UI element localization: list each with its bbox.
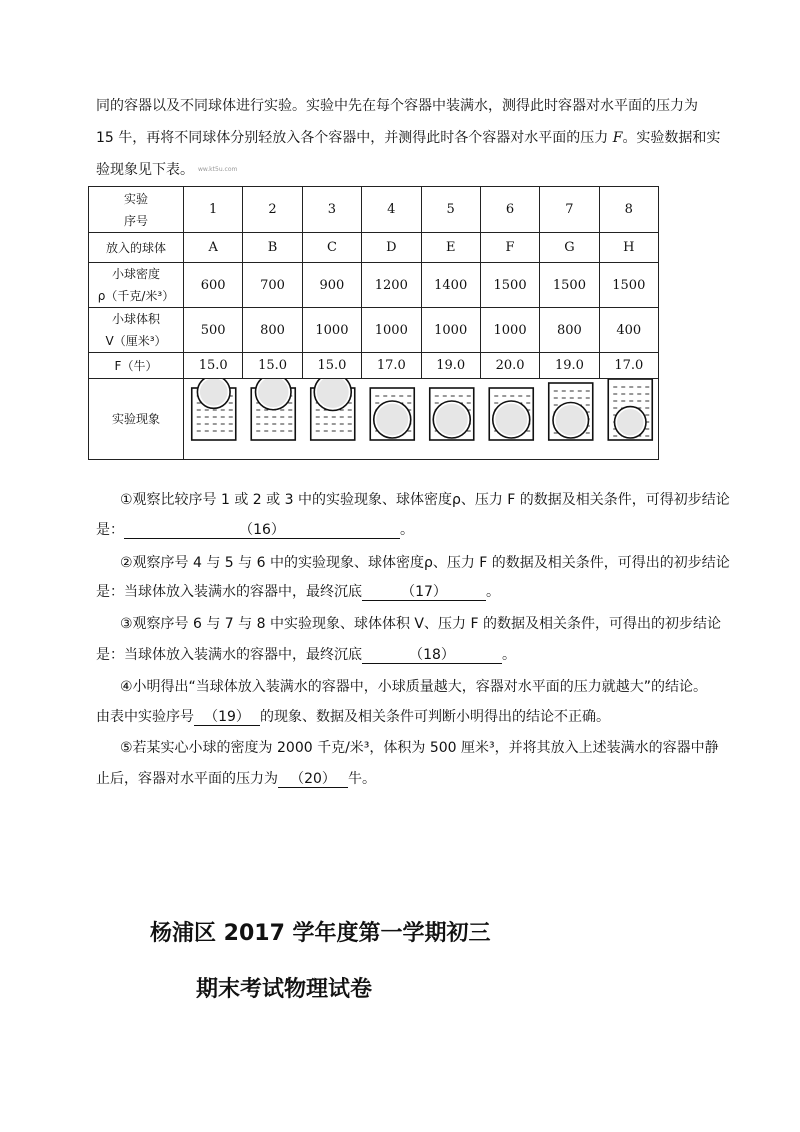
q3-line-2: [96, 645, 516, 665]
q4-pre: 由表中实验序号: [96, 709, 194, 725]
seq-cell: 8: [599, 187, 658, 233]
ball-shade-G: [556, 405, 586, 435]
q3-post: 。: [502, 647, 516, 663]
table-row-volume: [89, 308, 659, 353]
force-cell: 20.0: [480, 353, 539, 379]
density-label: [89, 263, 184, 308]
density-cell: 1500: [599, 263, 658, 308]
seq-cell: 4: [362, 187, 421, 233]
volume-label-line2: V（厘米³）: [105, 334, 167, 348]
density-cell: 1500: [480, 263, 539, 308]
ball-shade-H: [617, 409, 643, 435]
exam-title-line-2: 期末考试物理试卷: [196, 977, 373, 1002]
force-cell: 15.0: [243, 353, 302, 379]
density-label-line2: ρ（千克/米³）: [97, 289, 175, 303]
table-row-seq: [89, 187, 659, 233]
volume-label: [89, 308, 184, 353]
q1-line-1: ①观察比较序号 1 或 2 或 3 中的实验现象、球体密度ρ、压力 F 的数据及相关条件，可得初步结论: [120, 492, 730, 508]
volume-label-line1: 小球体积: [111, 312, 160, 326]
q3-line-1: ③观察序号 6 与 7 与 8 中实验现象、球体体积 V、压力 F 的数据及相关条件，可得出的初步结论: [120, 616, 721, 632]
q5-line-2: [96, 769, 376, 789]
q2-pre: 是：当球体放入装满水的容器中，最终沉底: [96, 584, 362, 600]
ball-shade-E: [436, 404, 468, 436]
ball-shade-A: [200, 379, 228, 406]
seq-label: [89, 187, 184, 233]
ball-cell: E: [421, 233, 480, 263]
q5-line-1: ⑤若某实心小球的密度为 2000 千克/米³，体积为 500 厘米³，并将其放入上述装满水的容器中静: [120, 740, 719, 756]
phenomenon-drawing: [184, 379, 660, 460]
seq-cell: 3: [302, 187, 361, 233]
volume-cell: 1000: [480, 308, 539, 353]
intro-line-2-pre: 15 牛，再将不同球体分别轻放入各个容器中，并测得此时各个容器对水平面的压力: [96, 130, 613, 146]
volume-cell: 1000: [302, 308, 361, 353]
density-cell: 900: [302, 263, 361, 308]
seq-label-line2: 序号: [123, 213, 148, 228]
force-cell: 19.0: [421, 353, 480, 379]
volume-cell: 800: [243, 308, 302, 353]
q4-answer-blank[interactable]: （19）: [194, 707, 260, 726]
q1-answer-blank[interactable]: （16）: [124, 520, 400, 539]
q3-pre: 是：当球体放入装满水的容器中，最终沉底: [96, 647, 362, 663]
intro-line-1: 同的容器以及不同球体进行实验。实验中先在每个容器中装满水，测得此时容器对水平面的压力为: [96, 98, 698, 114]
volume-cell: 400: [599, 308, 658, 353]
q2-line-1: ②观察序号 4 与 5 与 6 中的实验现象、球体密度ρ、压力 F 的数据及相关条件，可得出的初步结论: [120, 555, 730, 571]
ball-cell: F: [480, 233, 539, 263]
q5-answer-blank[interactable]: （20）: [278, 769, 348, 788]
table-row-phenomenon: [89, 379, 659, 460]
force-cell: 15.0: [184, 353, 243, 379]
experiment-table: [88, 186, 659, 460]
density-cell: 700: [243, 263, 302, 308]
table-row-ball: [89, 233, 659, 263]
q3-answer-blank[interactable]: （18）: [362, 645, 502, 664]
volume-cell: 500: [184, 308, 243, 353]
q4-post: 的现象、数据及相关条件可判断小明得出的结论不正确。: [260, 709, 610, 725]
volume-cell: 800: [540, 308, 599, 353]
seq-cell: 7: [540, 187, 599, 233]
force-cell: 19.0: [540, 353, 599, 379]
seq-cell: 2: [243, 187, 302, 233]
q1-post: 。: [400, 522, 414, 538]
density-cell: 1400: [421, 263, 480, 308]
ball-cell: H: [599, 233, 658, 263]
ball-cell: C: [302, 233, 361, 263]
phenomenon-label: 实验现象: [89, 379, 184, 460]
ball-shade-F: [495, 404, 527, 436]
intro-line-3: [96, 160, 237, 180]
density-cell: 1200: [362, 263, 421, 308]
force-cell: 17.0: [599, 353, 658, 379]
q4-line-2: [96, 707, 610, 727]
q2-post: 。: [486, 584, 500, 600]
force-label: F（牛）: [89, 353, 184, 379]
density-cell: 600: [184, 263, 243, 308]
volume-cell: 1000: [421, 308, 480, 353]
q2-line-2: [96, 582, 500, 602]
ball-cell: D: [362, 233, 421, 263]
table-row-force: [89, 353, 659, 379]
ball-label: 放入的球体: [89, 233, 184, 263]
ball-shade-D: [376, 404, 408, 436]
q5-pre: 止后，容器对水平面的压力为: [96, 771, 278, 787]
seq-cell: 6: [480, 187, 539, 233]
seq-cell: 5: [421, 187, 480, 233]
q1-line-2: [96, 520, 414, 540]
ball-cell: B: [243, 233, 302, 263]
q1-pre: 是：: [96, 522, 124, 538]
phenomenon-scene: [184, 379, 659, 460]
intro-line-3-text: 验现象见下表。: [96, 162, 194, 178]
seq-label-line1: 实验: [123, 191, 148, 206]
q2-answer-blank[interactable]: （17）: [362, 582, 486, 601]
ball-cell: G: [540, 233, 599, 263]
intro-line-2: [96, 128, 720, 148]
intro-var-f: F: [612, 130, 623, 146]
density-label-line1: 小球密度: [111, 267, 160, 281]
watermark-text: ww.kt5u.com: [198, 166, 238, 173]
table-row-density: [89, 263, 659, 308]
q5-post: 牛。: [348, 771, 376, 787]
q4-line-1: ④小明得出“当球体放入装满水的容器中，小球质量越大，容器对水平面的压力就越大”的结论。: [120, 679, 708, 695]
force-cell: 17.0: [362, 353, 421, 379]
seq-cell: 1: [184, 187, 243, 233]
volume-cell: 1000: [362, 308, 421, 353]
ball-cell: A: [184, 233, 243, 263]
density-cell: 1500: [540, 263, 599, 308]
exam-title-line-1: 杨浦区 2017 学年度第一学期初三: [150, 921, 491, 946]
intro-line-2-post: 。实验数据和实: [622, 130, 721, 146]
force-cell: 15.0: [302, 353, 361, 379]
